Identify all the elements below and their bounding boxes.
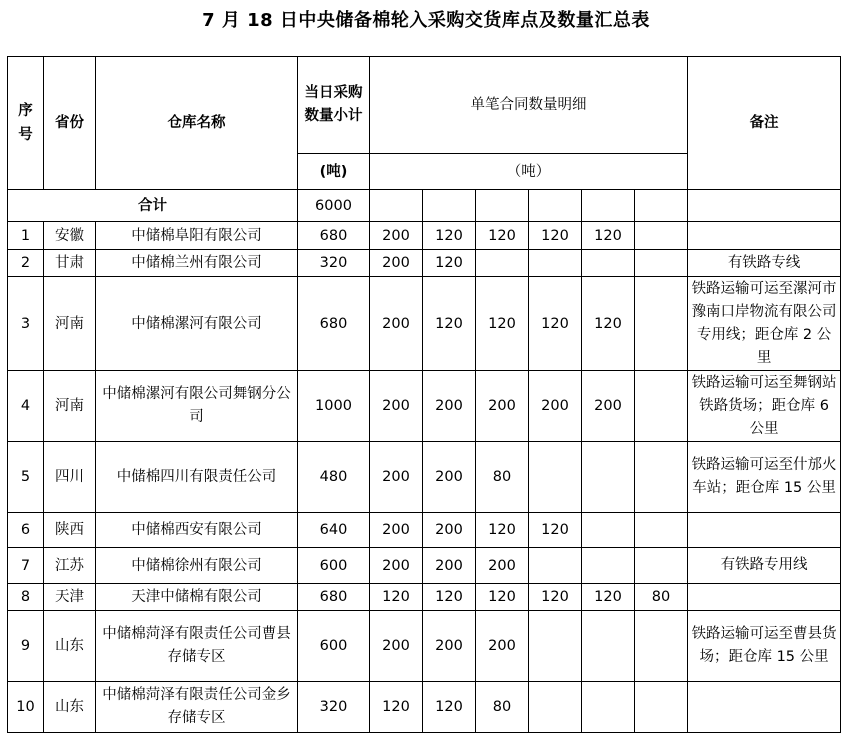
row-detail: 120 (529, 222, 582, 250)
row-remark: 有铁路专用线 (688, 548, 841, 584)
summary-table (7, 56, 841, 733)
row-province: 山东 (44, 682, 96, 733)
row-detail: 80 (476, 442, 529, 513)
row-subtotal: 1000 (298, 371, 370, 442)
row-detail: 200 (370, 371, 423, 442)
header-detail: 单笔合同数量明细 (370, 57, 688, 154)
row-warehouse: 天津中储棉有限公司 (96, 584, 298, 611)
row-warehouse: 中储棉漯河有限公司 (96, 277, 298, 371)
row-detail: 120 (423, 250, 476, 277)
row-detail (635, 548, 688, 584)
row-detail: 200 (476, 548, 529, 584)
row-detail (529, 442, 582, 513)
row-detail: 200 (423, 513, 476, 548)
row-province: 山东 (44, 611, 96, 682)
row-subtotal: 480 (298, 442, 370, 513)
row-detail: 120 (423, 584, 476, 611)
row-remark: 铁路运输可运至舞钢站铁路货场；距仓库 6 公里 (688, 371, 841, 442)
row-detail: 120 (582, 222, 635, 250)
row-detail (582, 442, 635, 513)
row-detail: 200 (370, 222, 423, 250)
row-detail: 120 (423, 222, 476, 250)
row-warehouse: 中储棉菏泽有限责任公司曹县存储专区 (96, 611, 298, 682)
row-detail: 120 (370, 584, 423, 611)
row-province: 四川 (44, 442, 96, 513)
row-detail: 120 (423, 682, 476, 733)
row-detail (529, 682, 582, 733)
row-detail: 80 (476, 682, 529, 733)
row-detail (582, 513, 635, 548)
total-empty-5 (582, 190, 635, 222)
row-province: 安徽 (44, 222, 96, 250)
row-detail: 120 (529, 513, 582, 548)
row-detail (582, 548, 635, 584)
row-detail: 120 (529, 277, 582, 371)
row-detail: 120 (476, 513, 529, 548)
total-empty-6 (635, 190, 688, 222)
row-detail: 200 (370, 548, 423, 584)
row-detail (529, 250, 582, 277)
table-row (8, 548, 841, 584)
row-remark (688, 584, 841, 611)
row-detail: 120 (476, 584, 529, 611)
row-detail (529, 548, 582, 584)
row-seq: 6 (8, 513, 44, 548)
row-detail: 200 (370, 277, 423, 371)
row-detail (635, 682, 688, 733)
total-empty-remark (688, 190, 841, 222)
total-value: 6000 (298, 190, 370, 222)
row-warehouse: 中储棉西安有限公司 (96, 513, 298, 548)
total-empty-4 (529, 190, 582, 222)
row-seq: 5 (8, 442, 44, 513)
header-remark: 备注 (688, 57, 841, 190)
row-detail: 200 (370, 442, 423, 513)
row-warehouse: 中储棉阜阳有限公司 (96, 222, 298, 250)
header-province: 省份 (44, 57, 96, 190)
row-detail (582, 682, 635, 733)
row-warehouse: 中储棉徐州有限公司 (96, 548, 298, 584)
row-detail: 120 (529, 584, 582, 611)
row-detail: 120 (476, 222, 529, 250)
row-subtotal: 680 (298, 222, 370, 250)
row-detail (635, 611, 688, 682)
row-seq: 9 (8, 611, 44, 682)
row-subtotal: 320 (298, 250, 370, 277)
total-empty-3 (476, 190, 529, 222)
row-detail: 200 (423, 371, 476, 442)
row-detail: 80 (635, 584, 688, 611)
header-daily-total: 当日采购数量小计 (298, 57, 370, 154)
row-remark: 铁路运输可运至漯河市豫南口岸物流有限公司专用线；距仓库 2 公里 (688, 277, 841, 371)
row-remark: 铁路运输可运至曹县货场；距仓库 15 公里 (688, 611, 841, 682)
row-remark: 有铁路专线 (688, 250, 841, 277)
row-warehouse: 中储棉漯河有限公司舞钢分公司 (96, 371, 298, 442)
row-warehouse: 中储棉兰州有限公司 (96, 250, 298, 277)
row-warehouse: 中储棉菏泽有限责任公司金乡存储专区 (96, 682, 298, 733)
row-province: 河南 (44, 371, 96, 442)
row-remark: 铁路运输可运至什邡火车站；距仓库 15 公里 (688, 442, 841, 513)
row-detail: 120 (423, 277, 476, 371)
total-empty-2 (423, 190, 476, 222)
row-seq: 2 (8, 250, 44, 277)
row-subtotal: 320 (298, 682, 370, 733)
table-row (8, 222, 841, 250)
row-detail: 120 (582, 277, 635, 371)
table-row (8, 442, 841, 513)
total-label: 合计 (8, 190, 298, 222)
table-row (8, 682, 841, 733)
row-detail (529, 611, 582, 682)
table-row (8, 277, 841, 371)
row-subtotal: 680 (298, 584, 370, 611)
table-row (8, 513, 841, 548)
table-row (8, 584, 841, 611)
row-detail (582, 250, 635, 277)
header-detail-unit: （吨） (370, 154, 688, 190)
row-detail: 120 (370, 682, 423, 733)
row-detail: 200 (423, 442, 476, 513)
row-subtotal: 600 (298, 548, 370, 584)
row-detail: 120 (476, 277, 529, 371)
header-seq-char2: 号 (18, 127, 33, 143)
row-remark (688, 513, 841, 548)
row-seq: 3 (8, 277, 44, 371)
row-remark (688, 682, 841, 733)
row-detail: 200 (476, 371, 529, 442)
row-subtotal: 600 (298, 611, 370, 682)
total-row (8, 190, 841, 222)
row-detail (635, 277, 688, 371)
row-detail (635, 513, 688, 548)
row-province: 甘肃 (44, 250, 96, 277)
row-seq: 8 (8, 584, 44, 611)
row-seq: 10 (8, 682, 44, 733)
row-detail: 200 (476, 611, 529, 682)
table-row (8, 250, 841, 277)
row-detail: 200 (423, 548, 476, 584)
row-province: 陕西 (44, 513, 96, 548)
header-seq-char1: 序 (18, 103, 33, 119)
row-subtotal: 640 (298, 513, 370, 548)
row-detail (635, 250, 688, 277)
row-detail (582, 611, 635, 682)
row-seq: 4 (8, 371, 44, 442)
row-province: 江苏 (44, 548, 96, 584)
header-daily-unit: (吨) (298, 154, 370, 190)
row-detail: 200 (423, 611, 476, 682)
row-detail (635, 371, 688, 442)
row-province: 天津 (44, 584, 96, 611)
row-detail (635, 442, 688, 513)
header-warehouse: 仓库名称 (96, 57, 298, 190)
row-detail: 200 (370, 513, 423, 548)
row-detail: 200 (370, 250, 423, 277)
row-detail (476, 250, 529, 277)
header-seq (8, 57, 44, 190)
row-seq: 7 (8, 548, 44, 584)
row-detail: 200 (582, 371, 635, 442)
row-remark (688, 222, 841, 250)
row-province: 河南 (44, 277, 96, 371)
table-row (8, 371, 841, 442)
row-seq: 1 (8, 222, 44, 250)
row-subtotal: 680 (298, 277, 370, 371)
table-row (8, 611, 841, 682)
row-detail: 120 (582, 584, 635, 611)
row-warehouse: 中储棉四川有限责任公司 (96, 442, 298, 513)
row-detail: 200 (529, 371, 582, 442)
page-title: 7 月 18 日中央储备棉轮入采购交货库点及数量汇总表 (202, 10, 650, 31)
row-detail: 200 (370, 611, 423, 682)
total-empty-1 (370, 190, 423, 222)
row-detail (635, 222, 688, 250)
